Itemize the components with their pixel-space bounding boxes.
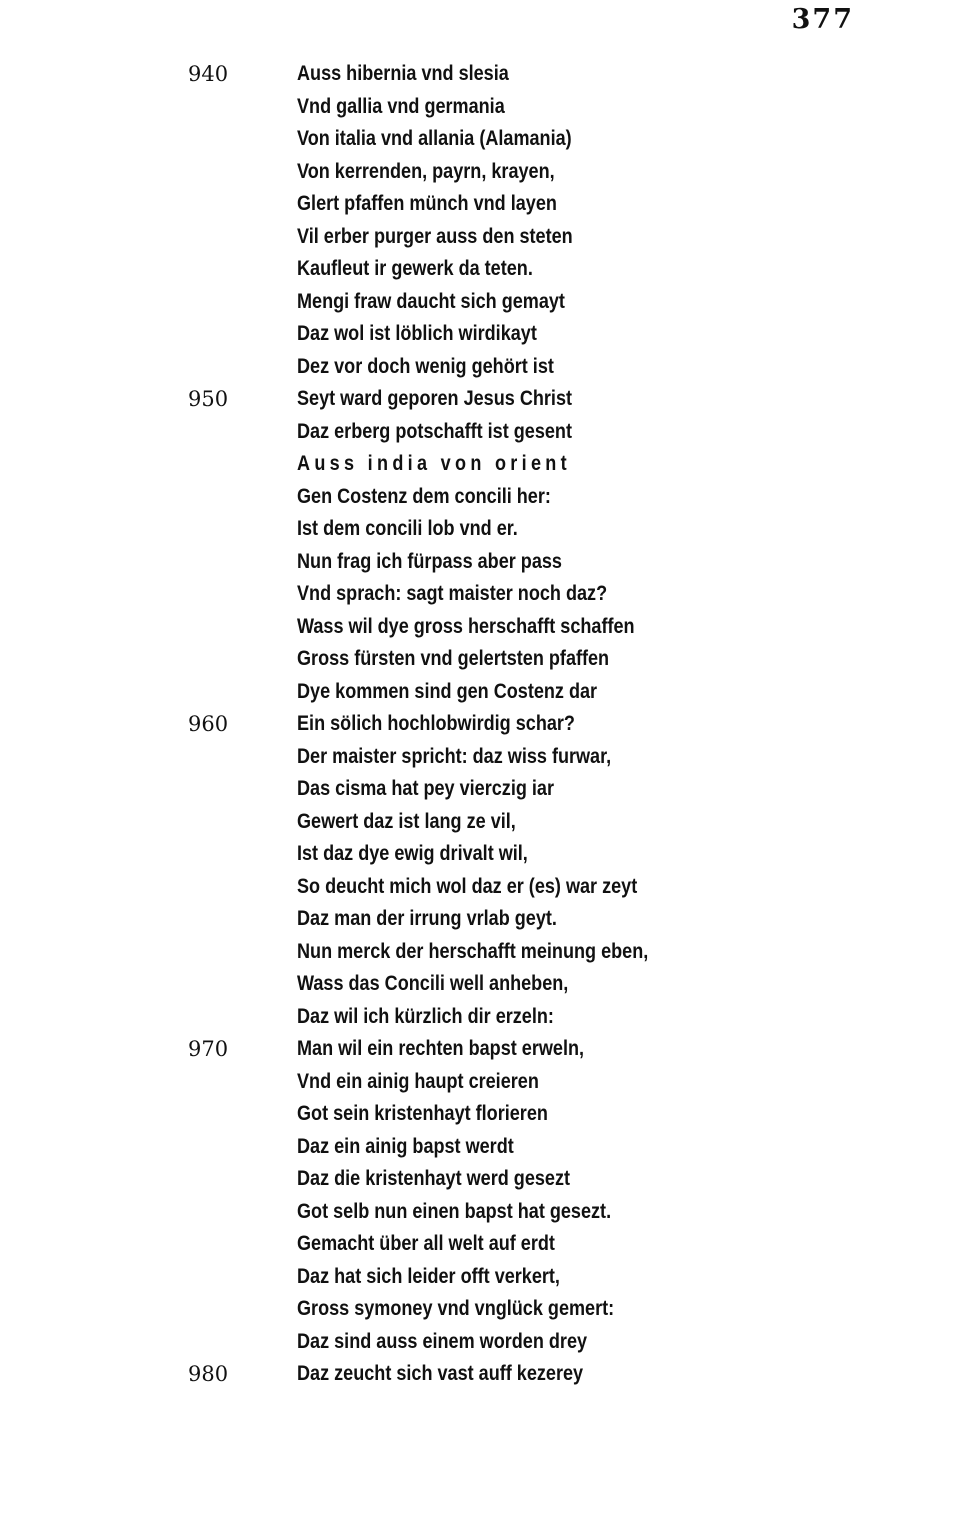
verse-text: Daz wil ich kürzlich dir erzeln:	[297, 1004, 554, 1028]
verse-text: Vnd sprach: sagt maister noch daz?	[297, 582, 608, 605]
line-number: 970	[188, 1037, 229, 1061]
verse-line	[0, 513, 960, 546]
line-number: 980	[188, 1362, 229, 1386]
verse-text: Das cisma hat pey vierczig iar	[297, 777, 554, 800]
verse-line	[0, 1196, 960, 1229]
verse-line	[0, 1163, 960, 1196]
verse-line	[0, 968, 960, 1001]
verse-line	[0, 91, 960, 124]
verse-line	[0, 1293, 960, 1326]
verse-text: Mengi fraw daucht sich gemayt	[297, 289, 565, 313]
verse-line	[0, 58, 960, 91]
verse-text: Kaufleut ir gewerk da teten.	[297, 257, 533, 280]
verse-line	[0, 611, 960, 644]
verse-text: Der maister spricht: daz wiss furwar,	[297, 744, 612, 768]
line-number: 940	[188, 62, 229, 86]
verse-line	[0, 871, 960, 904]
verse-line	[0, 383, 960, 416]
verse-text: Wass wil dye gross herschafft schaffen	[297, 614, 635, 638]
verse-line	[0, 546, 960, 579]
verse-line	[0, 903, 960, 936]
verse-line	[0, 741, 960, 774]
verse-text: Seyt ward geporen Jesus Christ	[297, 387, 573, 410]
verse-line	[0, 643, 960, 676]
verse-text: Auss india von orient	[297, 452, 571, 475]
verse-text: Vnd gallia vnd germania	[297, 94, 505, 118]
verse-line	[0, 936, 960, 969]
verse-text: Daz erberg potschafft ist gesent	[297, 419, 572, 443]
verse-line	[0, 1131, 960, 1164]
verse-text: Dez vor doch wenig gehört ist	[297, 354, 554, 378]
verse-line	[0, 448, 960, 481]
verse-text: So deucht mich wol daz er (es) war zeyt	[297, 874, 638, 898]
verse-text: Ist dem concili lob vnd er.	[297, 517, 518, 540]
verse-line	[0, 416, 960, 449]
verse-line	[0, 578, 960, 611]
verse-text: Gewert daz ist lang ze vil,	[297, 809, 516, 833]
verse-line	[0, 838, 960, 871]
verse-line	[0, 773, 960, 806]
verse-line	[0, 1228, 960, 1261]
verse-line	[0, 351, 960, 384]
verse-line	[0, 1326, 960, 1359]
verse-text: Von italia vnd allania (Alamania)	[297, 127, 572, 150]
verse-text: Dye kommen sind gen Costenz dar	[297, 679, 598, 703]
verse-text: Man wil ein rechten bapst erweln,	[297, 1037, 585, 1060]
verse-text: Daz wol ist löblich wirdikayt	[297, 322, 537, 345]
line-number: 950	[188, 387, 229, 411]
verse-text: Daz man der irrung vrlab geyt.	[297, 907, 557, 930]
verse-text: Auss hibernia vnd slesia	[297, 62, 509, 85]
verse-text: Gen Costenz dem concili her:	[297, 484, 551, 508]
verse-text: Daz zeucht sich vast auff kezerey	[297, 1362, 584, 1385]
verse-line	[0, 1098, 960, 1131]
verse-text: Vnd ein ainig haupt creieren	[297, 1069, 539, 1093]
verse-text: Daz ein ainig bapst werdt	[297, 1134, 514, 1158]
verse-line	[0, 286, 960, 319]
verse-text: Got selb nun einen bapst hat gesezt.	[297, 1199, 612, 1223]
verse-line	[0, 1001, 960, 1034]
verse-line	[0, 221, 960, 254]
verse-line	[0, 1358, 960, 1391]
line-number: 960	[188, 712, 229, 736]
verse-line	[0, 806, 960, 839]
verse-line	[0, 123, 960, 156]
verse-text: Ist daz dye ewig drivalt wil,	[297, 842, 528, 865]
verse-line	[0, 318, 960, 351]
verse-text: Gemacht über all welt auf erdt	[297, 1232, 555, 1255]
verse-text: Von kerrenden, payrn, krayen,	[297, 159, 555, 183]
verse-text: Daz die kristenhayt werd gesezt	[297, 1167, 571, 1190]
verse-line	[0, 676, 960, 709]
verse-text: Gross symoney vnd vnglück gemert:	[297, 1297, 615, 1320]
verse-line	[0, 1066, 960, 1099]
verse-text: Got sein kristenhayt florieren	[297, 1102, 548, 1125]
verse-line	[0, 156, 960, 189]
verse-block	[0, 58, 960, 1391]
verse-text: Nun frag ich fürpass aber pass	[297, 549, 562, 573]
verse-line	[0, 708, 960, 741]
verse-text: Daz sind auss einem worden drey	[297, 1329, 588, 1353]
verse-line	[0, 253, 960, 286]
verse-text: Ein sölich hochlobwirdig schar?	[297, 712, 575, 735]
verse-text: Gross fürsten vnd gelertsten pfaffen	[297, 647, 610, 670]
verse-text: Glert pfaffen münch vnd layen	[297, 192, 557, 215]
verse-line	[0, 1261, 960, 1294]
verse-line	[0, 1033, 960, 1066]
verse-text: Wass das Concili well anheben,	[297, 972, 569, 995]
verse-text: Nun merck der herschafft meinung eben,	[297, 939, 649, 963]
verse-line	[0, 481, 960, 514]
verse-line	[0, 188, 960, 221]
verse-text: Daz hat sich leider offt verkert,	[297, 1264, 560, 1288]
page-number: 377	[791, 4, 854, 35]
verse-text: Vil erber purger auss den steten	[297, 224, 573, 248]
